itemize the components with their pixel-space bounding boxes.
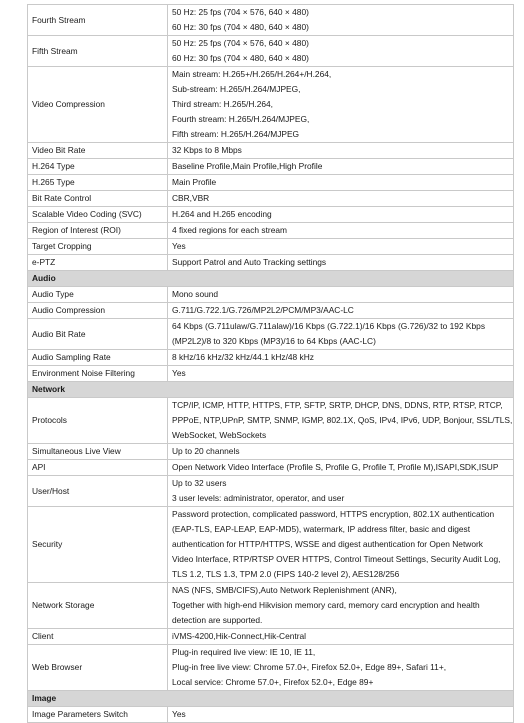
spec-label: Image Parameters Switch [28,707,168,723]
spec-value-line: detection are supported. [172,615,263,625]
table-row [28,255,514,271]
spec-value [168,583,514,629]
table-row [28,5,514,36]
spec-value [168,159,514,175]
spec-value [168,239,514,255]
spec-value-line: Fifth stream: H.265/H.264/MJPEG [172,129,300,139]
spec-value-line: Local service: Chrome 57.0+, Firefox 52.0+, Edge 89+ [172,677,374,687]
table-row [28,287,514,303]
spec-value [168,350,514,366]
table-row [28,207,514,223]
spec-value-line: Up to 32 users [172,478,227,488]
spec-label: Environment Noise Filtering [28,366,168,382]
spec-label: Fourth Stream [28,5,168,36]
spec-value-line: TLS 1.2, TLS 1.3, TPM 2.0 (FIPS 140-2 level 2), AES128/256 [172,569,400,579]
spec-label: Audio Type [28,287,168,303]
table-row [28,444,514,460]
spec-value-line: (EAP-TLS, EAP-LEAP, EAP-MD5), watermark, IP address filter, basic and digest [172,524,471,534]
spec-value-line: 50 Hz: 25 fps (704 × 576, 640 × 480) [172,7,309,17]
spec-value-line: Yes [172,709,186,719]
spec-value-line: CBR,VBR [172,193,210,203]
spec-table [27,4,514,723]
spec-value [168,223,514,239]
spec-value-line: TCP/IP, ICMP, HTTP, HTTPS, FTP, SFTP, SRTP, DHCP, DNS, DDNS, RTP, RTSP, RTCP, [172,400,503,410]
spec-value-line: 60 Hz: 30 fps (704 × 480, 640 × 480) [172,22,309,32]
spec-value [168,366,514,382]
spec-label: Video Compression [28,67,168,143]
section-title: Network [28,382,514,398]
spec-value-line: Third stream: H.265/H.264, [172,99,274,109]
spec-value [168,398,514,444]
spec-value [168,444,514,460]
spec-label: Scalable Video Coding (SVC) [28,207,168,223]
spec-value [168,319,514,350]
table-row [28,36,514,67]
spec-value-line: Plug-in free live view: Chrome 57.0+, Firefox 52.0+, Edge 89+, Safari 11+, [172,662,447,672]
spec-label: Audio Compression [28,303,168,319]
spec-value [168,5,514,36]
spec-label: Security [28,507,168,583]
table-row [28,159,514,175]
spec-value-line: Plug-in required live view: IE 10, IE 11, [172,647,316,657]
table-row [28,398,514,444]
spec-label: Protocols [28,398,168,444]
table-row [28,460,514,476]
spec-label: H.265 Type [28,175,168,191]
section-header-row [28,691,514,707]
spec-value-line: H.264 and H.265 encoding [172,209,272,219]
spec-value-line: WebSocket, WebSockets [172,430,267,440]
spec-value [168,629,514,645]
spec-value-line: Up to 20 channels [172,446,240,456]
spec-value-line: Yes [172,241,186,251]
spec-value-line: Yes [172,368,186,378]
spec-value-line: NAS (NFS, SMB/CIFS),Auto Network Replenishment (ANR), [172,585,397,595]
spec-label: Audio Sampling Rate [28,350,168,366]
spec-value-line: G.711/G.722.1/G.726/MP2L2/PCM/MP3/AAC-LC [172,305,354,315]
table-row [28,319,514,350]
spec-label: User/Host [28,476,168,507]
table-row [28,303,514,319]
spec-label: Web Browser [28,645,168,691]
spec-value-line: 64 Kbps (G.711ulaw/G.711alaw)/16 Kbps (G.722.1)/16 Kbps (G.726)/32 to 192 Kbps [172,321,486,331]
spec-value-line: 8 kHz/16 kHz/32 kHz/44.1 kHz/48 kHz [172,352,314,362]
spec-value-line: authentication for HTTP/HTTPS, WSSE and digest authentication for Open Network [172,539,483,549]
spec-value-line: Baseline Profile,Main Profile,High Profile [172,161,323,171]
spec-value-line: Video Interface, RTP/RTSP OVER HTTPS, Control Timeout Settings, Security Audit Log, [172,554,501,564]
section-title: Image [28,691,514,707]
spec-value-line: 60 Hz: 30 fps (704 × 480, 640 × 480) [172,53,309,63]
spec-value [168,207,514,223]
table-row [28,476,514,507]
spec-value [168,143,514,159]
spec-label: Bit Rate Control [28,191,168,207]
spec-value [168,191,514,207]
table-row [28,583,514,629]
spec-label: Video Bit Rate [28,143,168,159]
spec-value [168,303,514,319]
spec-value-line: Password protection, complicated password, HTTPS encryption, 802.1X authentication [172,509,495,519]
spec-value [168,287,514,303]
spec-value [168,255,514,271]
section-header-row [28,382,514,398]
spec-value-line: Main stream: H.265+/H.265/H.264+/H.264, [172,69,332,79]
table-row [28,645,514,691]
spec-table-body [28,5,514,723]
table-row [28,707,514,723]
spec-label: Target Cropping [28,239,168,255]
table-row [28,507,514,583]
spec-value [168,707,514,723]
spec-value-line: Together with high-end Hikvision memory card, memory card encryption and health [172,600,480,610]
spec-label: Region of Interest (ROI) [28,223,168,239]
spec-value [168,476,514,507]
table-row [28,350,514,366]
spec-value-line: Support Patrol and Auto Tracking settings [172,257,327,267]
spec-value [168,460,514,476]
spec-value-line: iVMS-4200,Hik-Connect,Hik-Central [172,631,307,641]
spec-table-container [27,4,513,723]
table-row [28,366,514,382]
spec-value-line: Main Profile [172,177,217,187]
spec-label: Fifth Stream [28,36,168,67]
spec-label: Client [28,629,168,645]
spec-value [168,67,514,143]
spec-label: H.264 Type [28,159,168,175]
table-row [28,239,514,255]
table-row [28,67,514,143]
spec-label: Simultaneous Live View [28,444,168,460]
spec-value-line: (MP2L2)/8 to 320 Kbps (MP3)/16 to 64 Kbps (AAC-LC) [172,336,376,346]
spec-label: e-PTZ [28,255,168,271]
spec-value [168,36,514,67]
table-row [28,175,514,191]
spec-value-line: Mono sound [172,289,219,299]
spec-value-line: Open Network Video Interface (Profile S, Profile G, Profile T, Profile M),ISAPI,SDK,ISUP [172,462,499,472]
spec-value-line: 3 user levels: administrator, operator, and user [172,493,345,503]
spec-label: Network Storage [28,583,168,629]
spec-value-line: PPPoE, NTP,UPnP, SMTP, SNMP, IGMP, 802.1X, QoS, IPv4, IPv6, UDP, Bonjour, SSL/TLS, [172,415,513,425]
spec-value [168,507,514,583]
spec-label: Audio Bit Rate [28,319,168,350]
table-row [28,629,514,645]
spec-value [168,175,514,191]
table-row [28,191,514,207]
section-header-row [28,271,514,287]
spec-value-line: 50 Hz: 25 fps (704 × 576, 640 × 480) [172,38,309,48]
spec-label: API [28,460,168,476]
section-title: Audio [28,271,514,287]
spec-value-line: 4 fixed regions for each stream [172,225,287,235]
spec-value [168,645,514,691]
spec-value-line: 32 Kbps to 8 Mbps [172,145,242,155]
table-row [28,223,514,239]
spec-value-line: Fourth stream: H.265/H.264/MJPEG, [172,114,310,124]
spec-value-line: Sub-stream: H.265/H.264/MJPEG, [172,84,301,94]
table-row [28,143,514,159]
